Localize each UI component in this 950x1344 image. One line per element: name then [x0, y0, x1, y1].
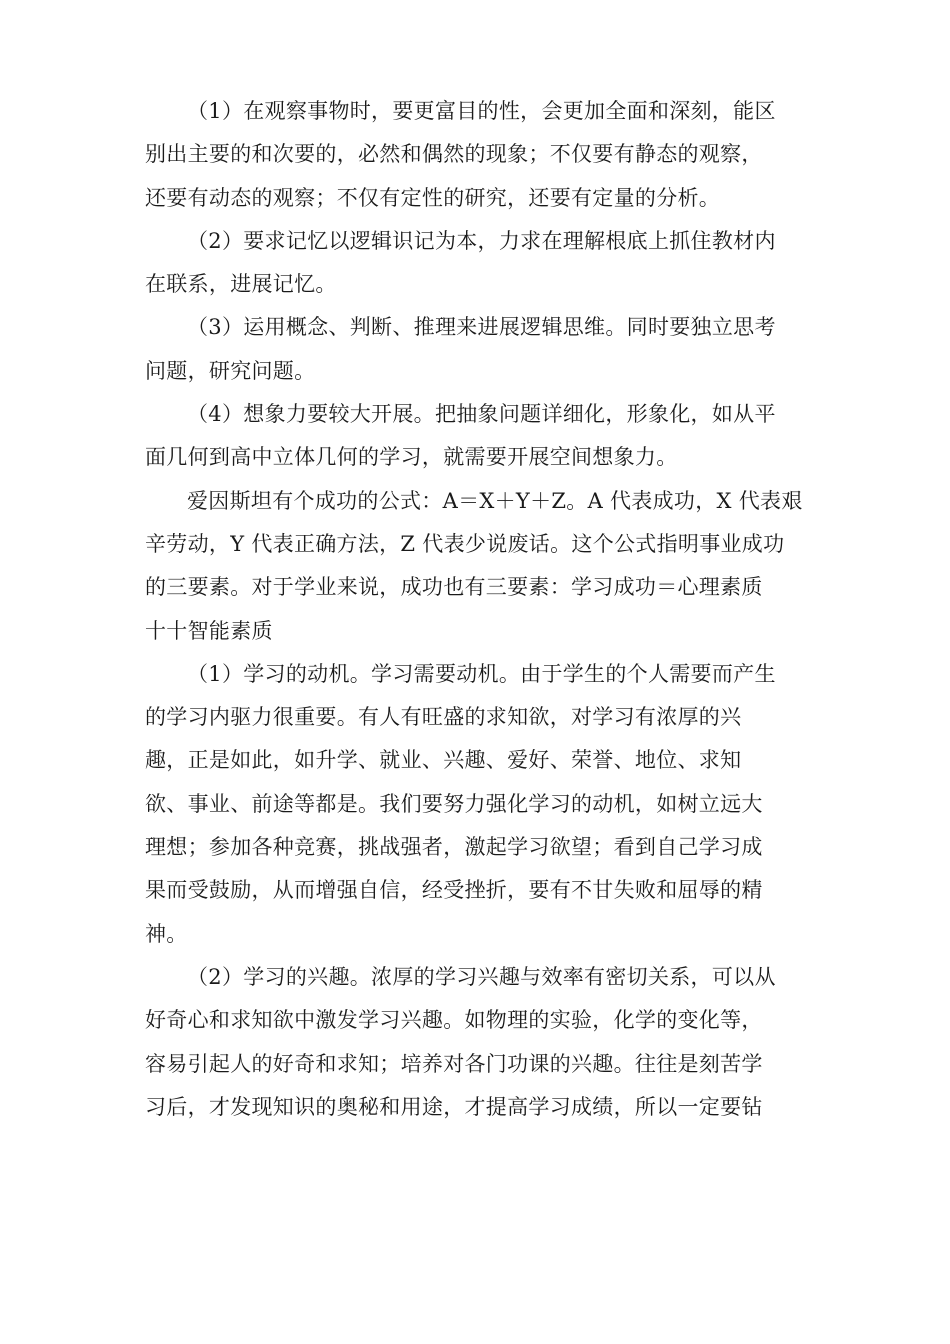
text-line: 好奇心和求知欲中激发学习兴趣。如物理的实验，化学的变化等，	[145, 1008, 763, 1033]
text-line: （1）学习的动机。学习需要动机。由于学生的个人需要而产生	[187, 661, 776, 686]
text-line: 还要有动态的观察；不仅有定性的研究，还要有定量的分析。	[145, 185, 721, 210]
text-line: 容易引起人的好奇和求知；培养对各门功课的兴趣。往往是刻苦学	[145, 1051, 763, 1076]
text-line: 面几何到高中立体几何的学习，就需要开展空间想象力。	[145, 445, 678, 470]
text-line: （3）运用概念、判断、推理来进展逻辑思维。同时要独立思考	[187, 315, 776, 340]
text-line: 果而受鼓励，从而增强自信，经受挫折，要有不甘失败和屈辱的精	[145, 878, 763, 903]
text-line: 十十智能素质	[145, 618, 273, 643]
paragraph-einstein-formula	[145, 480, 810, 653]
text-line: （1）在观察事物时，要更富目的性，会更加全面和深刻，能区	[187, 99, 776, 123]
paragraph-observation	[145, 90, 810, 220]
text-line: （4）想象力要较大开展。把抽象问题详细化，形象化，如从平	[187, 402, 776, 427]
text-line: 习后，才发现知识的奥秘和用途，才提高学习成绩，所以一定要钻	[145, 1094, 763, 1119]
text-line: 爱因斯坦有个成功的公式：A＝X＋Y＋Z。A 代表成功，X 代表艰	[187, 488, 803, 513]
text-line: 的三要素。对于学业来说，成功也有三要素：学习成功＝心理素质	[145, 575, 763, 600]
text-line: 理想；参加各种竞赛，挑战强者，激起学习欲望；看到自己学习成	[145, 835, 763, 860]
text-line: 欲、事业、前途等都是。我们要努力强化学习的动机，如树立远大	[145, 791, 763, 816]
text-line: （2）学习的兴趣。浓厚的学习兴趣与效率有密切关系，可以从	[187, 964, 776, 989]
text-line: 趣，正是如此，如升学、就业、兴趣、爱好、荣誉、地位、求知	[145, 748, 742, 773]
text-line: 的学习内驱力很重要。有人有旺盛的求知欲，对学习有浓厚的兴	[145, 705, 742, 730]
text-line: （2）要求记忆以逻辑识记为本，力求在理解根底上抓住教材内	[187, 228, 776, 253]
paragraph-memory	[145, 220, 810, 307]
text-line: 神。	[145, 921, 188, 946]
text-line: 问题，研究问题。	[145, 358, 316, 383]
text-line: 在联系，进展记忆。	[145, 272, 337, 297]
paragraph-motivation	[145, 653, 810, 956]
paragraph-thinking	[145, 306, 810, 393]
text-line: 别出主要的和次要的，必然和偶然的现象；不仅要有静态的观察，	[145, 142, 763, 167]
paragraph-imagination	[145, 393, 810, 480]
text-line: 辛劳动，Y 代表正确方法，Z 代表少说废话。这个公式指明事业成功	[145, 531, 785, 556]
document-body	[145, 90, 810, 1129]
paragraph-interest	[145, 956, 810, 1129]
